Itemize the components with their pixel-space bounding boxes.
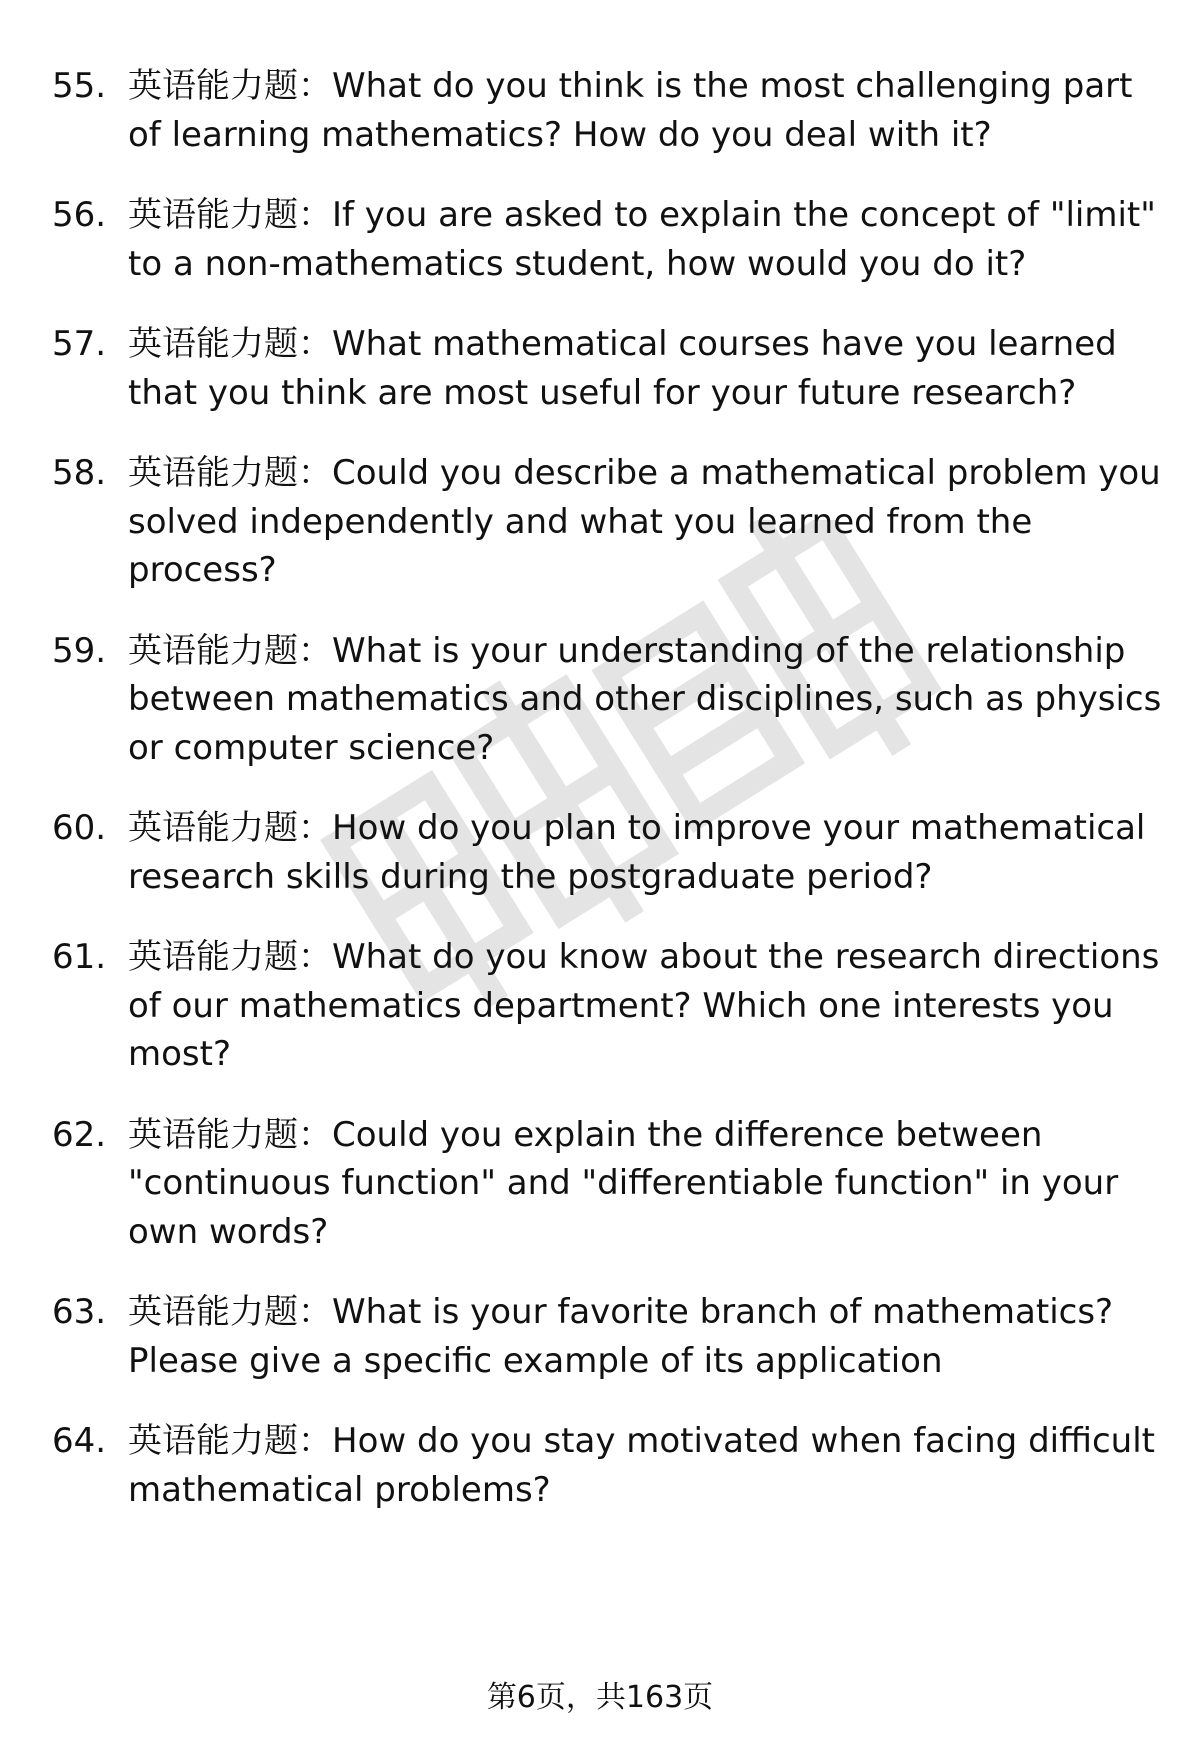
question-item-59 [52,627,1162,773]
question-item-62 [52,1111,1162,1257]
question-prefix: 英语能力题： [128,630,332,671]
question-number: 58. [52,453,107,493]
question-text [128,804,1162,901]
question-list [52,62,1162,1546]
question-prefix: 英语能力题： [128,66,332,106]
page-footer [0,1678,1200,1718]
question-prefix: 英语能力题： [128,324,332,364]
question-prefix: 英语能力题： [128,1421,332,1461]
question-number: 59. [52,630,107,671]
question-item-60 [52,804,1162,901]
question-text [128,320,1162,417]
question-prefix: 英语能力题： [128,937,332,977]
question-body: What is your favorite branch of mathematics? Please give a specific example of its application [128,1292,1114,1381]
question-body: How do you stay motivated when facing difficult mathematical problems? [128,1421,1155,1510]
question-body: Could you explain the difference between "continuous function" and "differentiable function" in your own words? [128,1114,1119,1252]
question-item-64 [52,1417,1162,1514]
question-prefix: 英语能力题： [128,808,332,848]
question-number: 56. [52,195,107,235]
question-text [128,1288,1162,1385]
question-text [128,62,1162,159]
question-prefix: 英语能力题： [128,453,332,493]
question-number: 64. [52,1421,107,1461]
question-body: What do you know about the research directions of our mathematics department? Which one interests you most? [128,937,1160,1074]
question-text [128,449,1162,595]
question-item-61 [52,933,1162,1079]
question-text [128,933,1162,1079]
page-number-label: 第6页，共163页 [486,1680,714,1715]
question-item-55 [52,62,1162,159]
question-text [128,627,1162,773]
question-item-58 [52,449,1162,595]
question-body: What do you think is the most challenging part of learning mathematics? How do you deal with it? [128,66,1133,155]
question-text [128,1111,1162,1257]
question-item-57 [52,320,1162,417]
question-body: Could you describe a mathematical problem you solved independently and what you learned from the process? [128,453,1161,590]
question-number: 55. [52,66,107,106]
question-number: 57. [52,324,107,364]
question-body: If you are asked to explain the concept of "limit" to a non-mathematics student, how would you do it? [128,195,1156,284]
question-number: 61. [52,937,107,977]
question-number: 62. [52,1114,107,1155]
question-prefix: 英语能力题： [128,195,332,235]
question-item-56 [52,191,1162,288]
question-body: What mathematical courses have you learned that you think are most useful for your future research? [128,324,1117,413]
question-body: What is your understanding of the relationship between mathematics and other disciplines, such as physics or computer science? [128,630,1162,768]
question-text [128,191,1162,288]
question-number: 60. [52,808,107,848]
question-prefix: 英语能力题： [128,1292,332,1332]
question-text [128,1417,1162,1514]
question-item-63 [52,1288,1162,1385]
question-number: 63. [52,1292,107,1332]
question-prefix: 英语能力题： [128,1114,332,1155]
question-body: How do you plan to improve your mathematical research skills during the postgraduate period? [128,808,1146,897]
